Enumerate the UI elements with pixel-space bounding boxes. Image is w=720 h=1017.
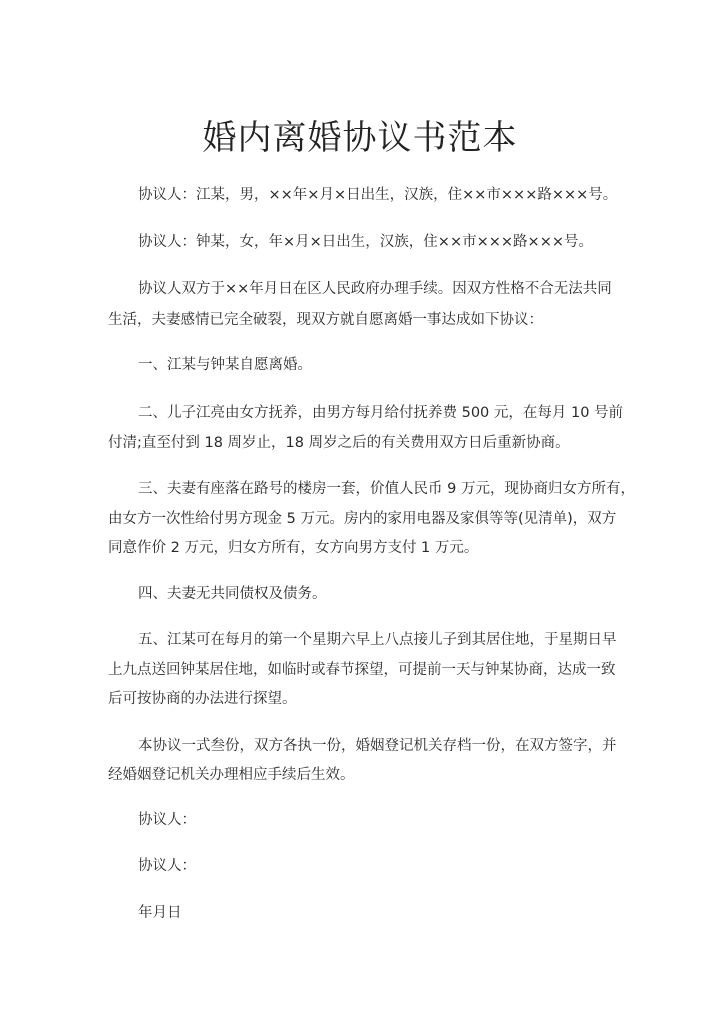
- clause-3-line-3: 同意作价 2 万元，归女方所有，女方向男方支付 1 万元。: [108, 540, 479, 556]
- intro-line-2: 生活，夫妻感情已完全破裂，现双方就自愿离婚一事达成如下协议：: [108, 312, 543, 328]
- clause-2-line-2: 付清;直至付到 18 周岁止，18 周岁之后的有关费用双方日后重新协商。: [108, 435, 570, 451]
- party-1: 协议人：江某，男，××年×月×日出生，汉族，住××市×××路×××号。: [138, 187, 618, 203]
- clause-5-line-3: 后可按协商的办法进行探望。: [108, 691, 297, 707]
- signature-2: 协议人：: [138, 858, 196, 874]
- clause-3-line-1: 三、夫妻有座落在路号的楼房一套，价值人民币 9 万元，现协商归女方所有，: [138, 481, 635, 497]
- clause-2-line-1: 二、儿子江亮由女方抚养，由男方每月给付抚养费 500 元，在每月 10 号前: [138, 405, 624, 421]
- clause-5-line-1: 五、江某可在每月的第一个星期六早上八点接儿子到其居住地，于星期日早: [138, 632, 617, 648]
- clause-1: 一、江某与钟某自愿离婚。: [138, 357, 312, 373]
- date-line: 年月日: [138, 905, 182, 921]
- clause-5-line-2: 上九点送回钟某居住地，如临时或春节探望，可提前一天与钟某协商，达成一致: [108, 662, 616, 678]
- document-title: 婚内离婚协议书范本: [202, 118, 518, 158]
- closing-line-1: 本协议一式叁份，双方各执一份，婚姻登记机关存档一份，在双方签字，并: [138, 738, 617, 754]
- signature-1: 协议人：: [138, 812, 196, 828]
- clause-4: 四、夫妻无共同债权及债务。: [138, 586, 327, 602]
- party-2: 协议人：钟某，女，年×月×日出生，汉族，住××市×××路×××号。: [138, 234, 593, 250]
- intro-line-1: 协议人双方于××年月日在区人民政府办理手续。因双方性格不合无法共同: [138, 281, 612, 297]
- closing-line-2: 经婚姻登记机关办理相应手续后生效。: [108, 767, 355, 783]
- clause-3-line-2: 由女方一次性给付男方现金 5 万元。房内的家用电器及家俱等等(见清单)，双方: [108, 511, 617, 527]
